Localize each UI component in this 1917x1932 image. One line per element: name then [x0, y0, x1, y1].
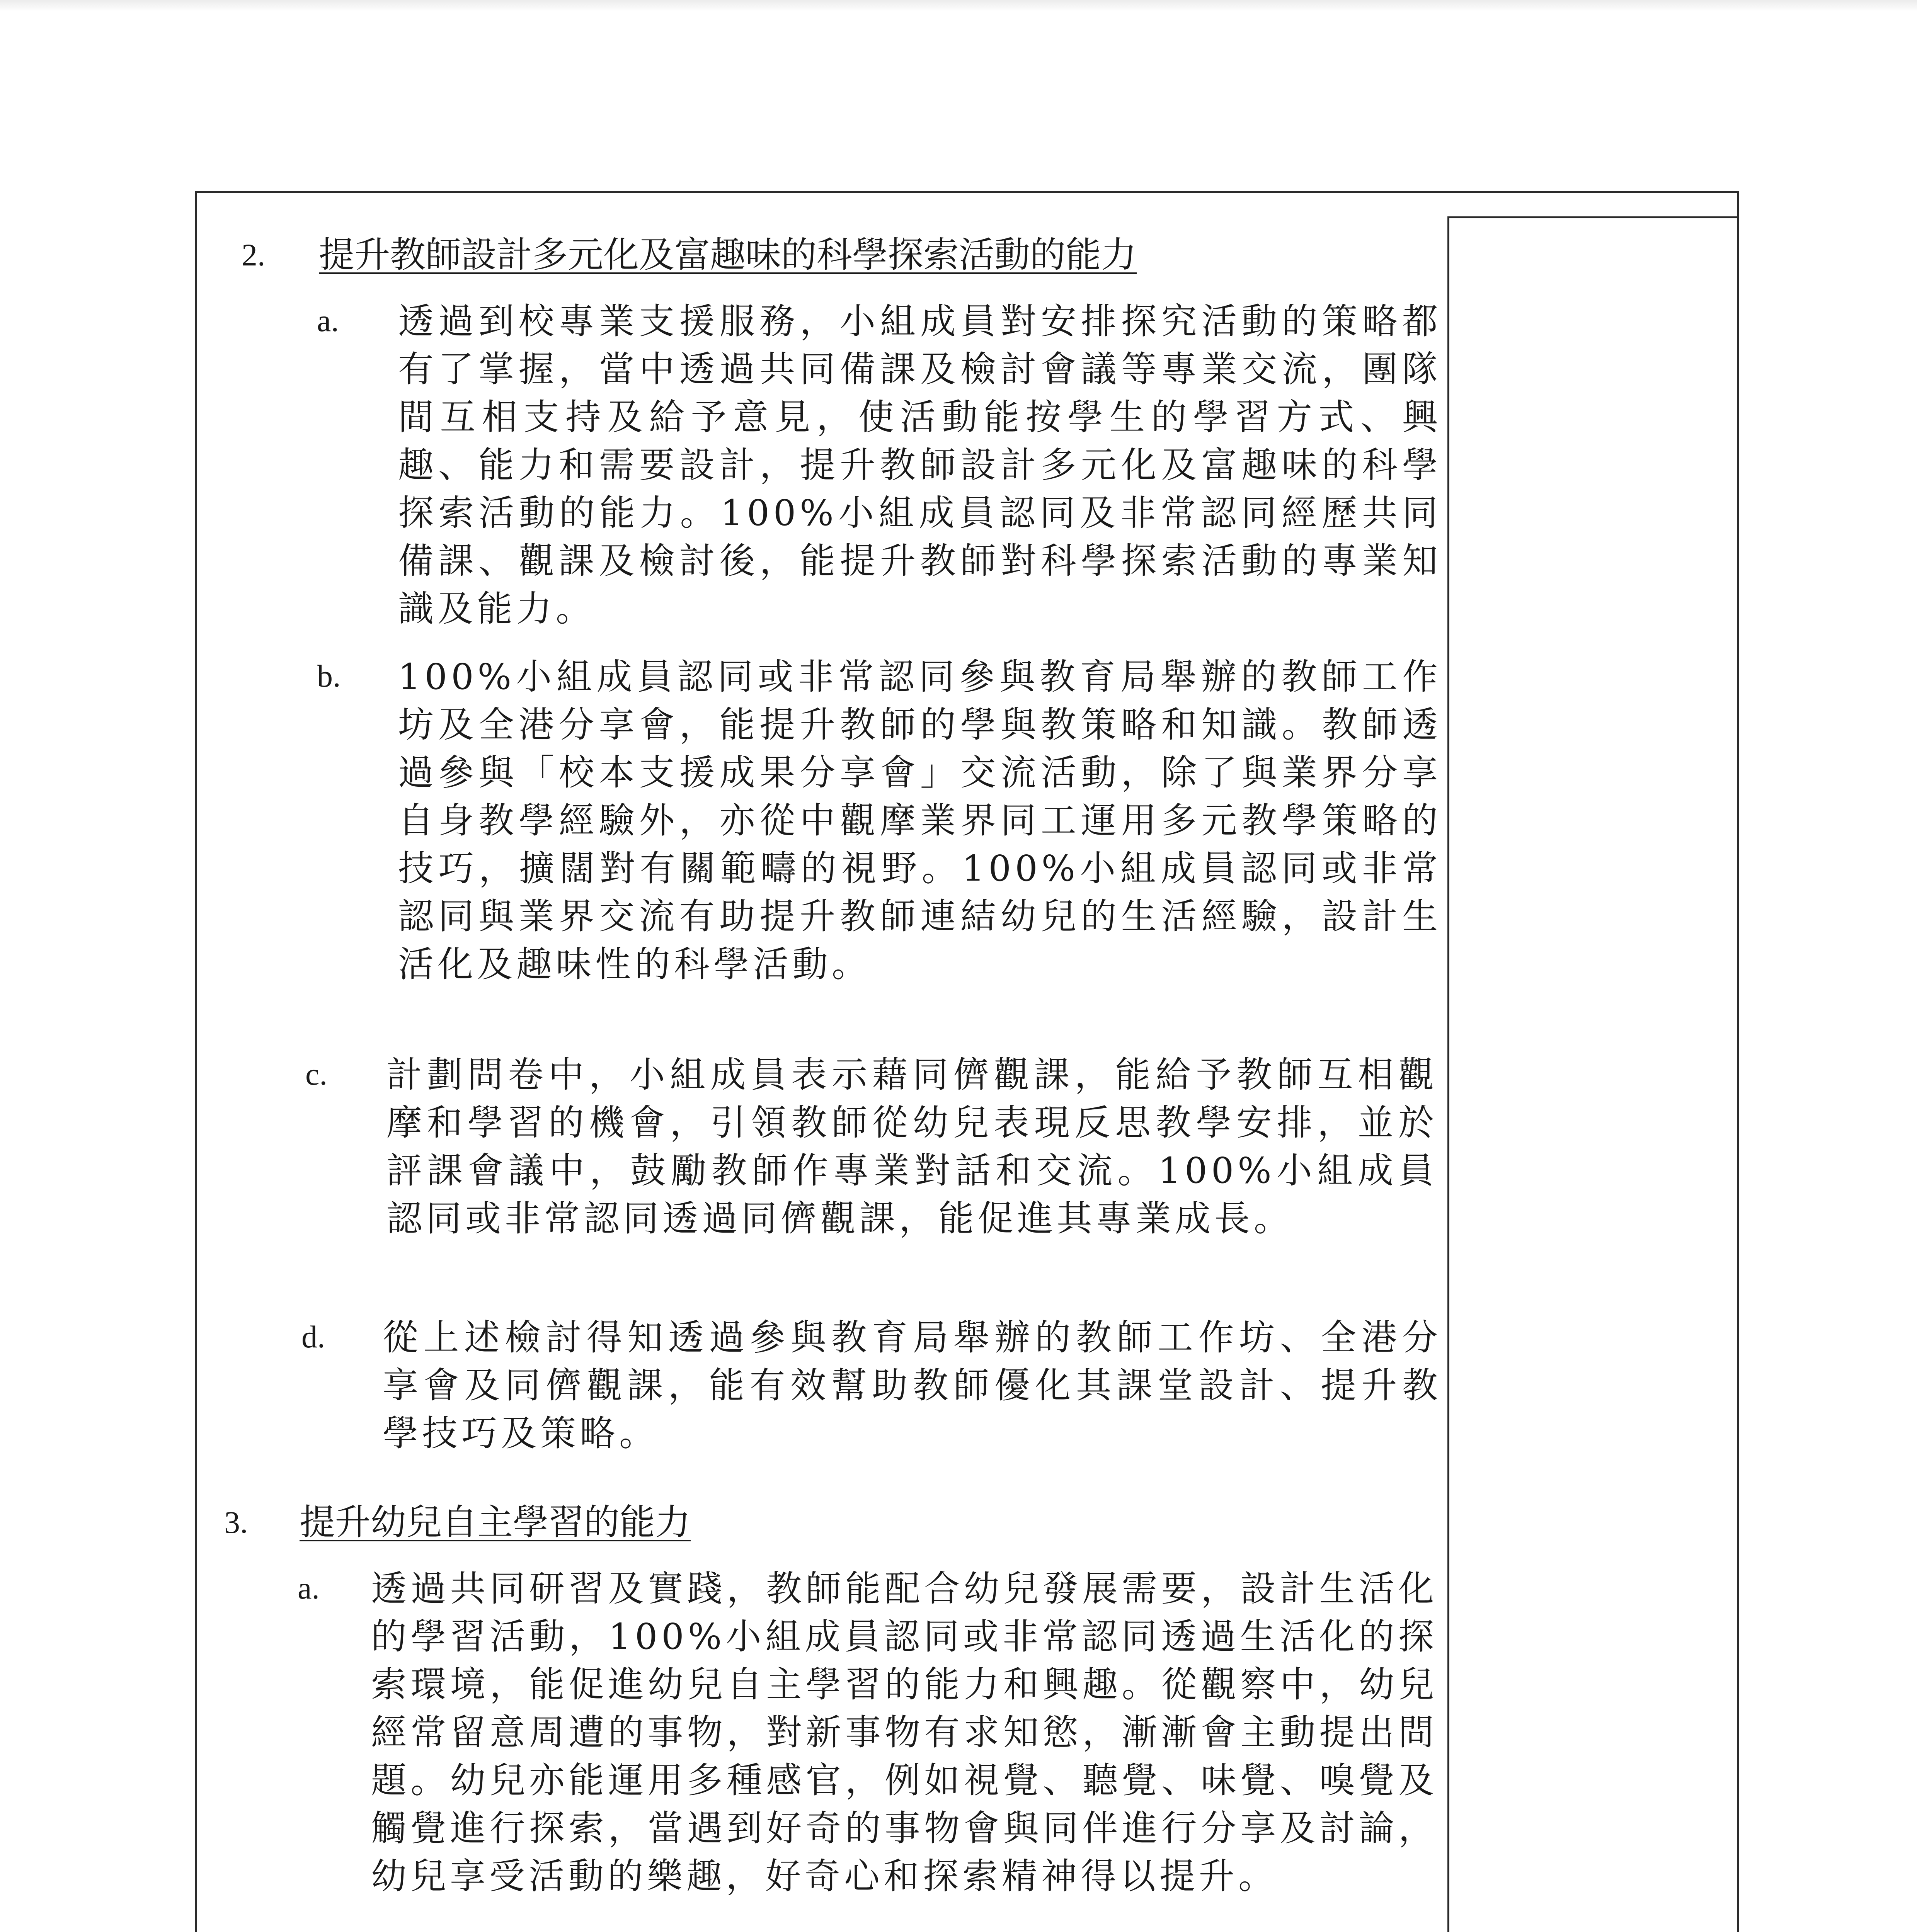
section-2-item-b-text: 100%小組成員認同或非常認同參與教育局舉辦的教師工作坊及全港分享會，能提升教師的學與教策略和知識。教師透過參與「校本支援成果分享會」交流活動，除了與業界分享自身教學經驗外，亦從中觀摩業界同工運用多元教學策略的技巧，擴闊對有關範疇的視野。100%小組成員認同或非常認同與業界交流有助提升教師連結幼兒的生活經驗，設計生活化及趣味性的科學活動。 [398, 656, 1442, 985]
section-2-number: 2. [242, 237, 266, 272]
section-3-title: 提升幼兒自主學習的能力 [300, 1502, 691, 1543]
section-2-item-a-letter: a. [317, 303, 339, 338]
section-2-item-d-letter: d. [301, 1319, 325, 1354]
table-column-divider [1447, 216, 1449, 1932]
section-2-item-a-text: 透過到校專業支援服務，小組成員對安排探究活動的策略都有了掌握，當中透過共同備課及檢討會議等專業交流，團隊間互相支持及給予意見，使活動能按學生的學習方式、興趣、能力和需要設計，提升教師設計多元化及富趣味的科學探索活動的能力。100%小組成員認同及非常認同經歷共同備課、觀課及檢討後，能提升教師對科學探索活動的專業知識及能力。 [398, 301, 1442, 629]
section-2-item-b-letter: b. [317, 658, 341, 694]
section-3-item-a-text: 透過共同研習及實踐，教師能配合幼兒發展需要，設計生活化的學習活動，100%小組成員認同或非常認同透過生活化的探索環境，能促進幼兒自主學習的能力和興趣。從觀察中，幼兒經常留意周遭的事物，對新事物有求知慾，漸漸會主動提出問題。幼兒亦能運用多種感官，例如視覺、聽覺、味覺、嗅覺及觸覺進行探索，當遇到好奇的事物會與同伴進行分享及討論，幼兒享受活動的樂趣，好奇心和探索精神得以提升。 [371, 1568, 1438, 1897]
section-3-item-a-letter: a. [298, 1570, 320, 1605]
table-right-cell-top-line [1449, 216, 1739, 218]
scan-top-edge [0, 0, 1917, 12]
section-2-title: 提升教師設計多元化及富趣味的科學探索活動的能力 [319, 234, 1137, 276]
section-2-item-c-letter: c. [305, 1056, 327, 1092]
section-2-item-d-text: 從上述檢討得知透過參與教育局舉辦的教師工作坊、全港分享會及同儕觀課，能有效幫助教師優化其課堂設計、提升教學技巧及策略。 [383, 1317, 1442, 1454]
section-3-number: 3. [224, 1505, 248, 1540]
section-2-item-c-text: 計劃問卷中，小組成員表示藉同儕觀課，能給予教師互相觀摩和學習的機會，引領教師從幼兒表現反思教學安排，並於評課會議中，鼓勵教師作專業對話和交流。100%小組成員認同或非常認同透過同儕觀課，能促進其專業成長。 [386, 1054, 1438, 1239]
